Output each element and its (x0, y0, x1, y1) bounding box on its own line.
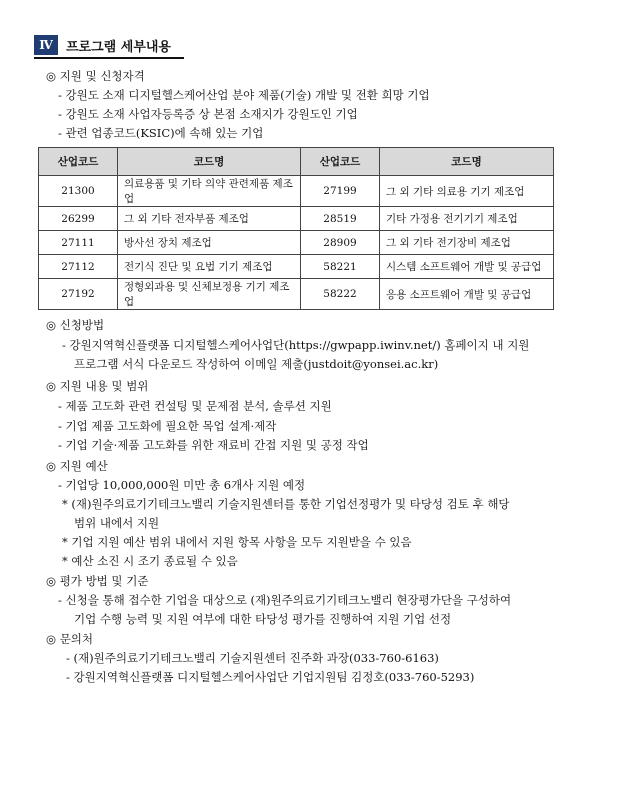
eligibility-item: - 관련 업종코드(KSIC)에 속해 있는 기업 (58, 126, 264, 140)
table-row (39, 255, 554, 279)
budget-note: * 기업 지원 예산 범위 내에서 지원 항목 사항을 모두 지원받을 수 있음 (62, 535, 412, 549)
name-cell: 방사선 장치 제조업 (118, 231, 301, 255)
code-cell: 27112 (39, 255, 118, 279)
table-row (39, 207, 554, 231)
scope-item: - 제품 고도화 관련 컨설팅 및 문제점 분석, 솔루션 지원 (58, 399, 332, 413)
name-cell: 전기식 진단 및 요법 기기 제조업 (118, 255, 301, 279)
code-cell: 27111 (39, 231, 118, 255)
budget-note: * (재)원주의료기기테크노밸리 기술지원센터를 통한 기업선정평가 및 타당성 검토 후 해당 (62, 497, 510, 511)
table-row (39, 279, 554, 310)
scope-heading: ◎ 지원 내용 및 범위 (46, 379, 149, 393)
budget-item: - 기업당 10,000,000원 미만 총 6개사 지원 예정 (58, 478, 306, 492)
table-row (39, 231, 554, 255)
eligibility-item: - 강원도 소재 사업자등록증 상 본점 소재지가 강원도인 기업 (58, 107, 358, 121)
evaluation-line: - 신청을 통해 접수한 기업을 대상으로 (재)원주의료기기테크노밸리 현장평가단을 구성하여 (58, 593, 512, 607)
name-cell: 정형외과용 및 신체보정용 기기 제조업 (118, 279, 301, 310)
eligibility-item: - 강원도 소재 디지털헬스케어산업 분야 제품(기술) 개발 및 전환 희망 기업 (58, 88, 430, 102)
evaluation-heading: ◎ 평가 방법 및 기준 (46, 574, 149, 588)
section-title: 프로그램 세부내용 (66, 39, 171, 55)
budget-note: * 예산 소진 시 조기 종료될 수 있음 (62, 554, 238, 568)
budget-note: 범위 내에서 지원 (74, 516, 160, 530)
name-cell: 그 외 기타 전기장비 제조업 (380, 231, 554, 255)
header-code: 산업코드 (39, 148, 118, 176)
code-cell: 28519 (301, 207, 380, 231)
section-number-badge: Ⅳ (34, 35, 58, 55)
header-code: 산업코드 (301, 148, 380, 176)
code-cell: 27199 (301, 176, 380, 207)
application-heading: ◎ 신청방법 (46, 318, 105, 332)
scope-item: - 기업 제품 고도화에 필요한 목업 설계·제작 (58, 419, 277, 433)
name-cell: 시스템 소프트웨어 개발 및 공급업 (380, 255, 554, 279)
code-cell: 26299 (39, 207, 118, 231)
code-cell: 58222 (301, 279, 380, 310)
header-name: 코드명 (380, 148, 554, 176)
scope-item: - 기업 기술·제품 고도화를 위한 재료비 간접 지원 및 공정 작업 (58, 438, 369, 452)
code-cell: 21300 (39, 176, 118, 207)
name-cell: 기타 가정용 전기기기 제조업 (380, 207, 554, 231)
application-line: 프로그램 서식 다운로드 작성하여 이메일 제출(justdoit@yonsei.ac.kr) (74, 357, 439, 371)
contact-item: - (재)원주의료기기테크노밸리 기술지원센터 진주화 과장(033-760-6163) (66, 651, 439, 665)
name-cell: 응용 소프트웨어 개발 및 공급업 (380, 279, 554, 310)
code-cell: 58221 (301, 255, 380, 279)
industry-code-table (38, 147, 554, 310)
section-header (34, 34, 171, 56)
name-cell: 그 외 기타 의료용 기기 제조업 (380, 176, 554, 207)
evaluation-line: 기업 수행 능력 및 지원 여부에 대한 타당성 평가를 진행하여 지원 기업 선정 (74, 612, 452, 626)
table-row (39, 176, 554, 207)
code-cell: 27192 (39, 279, 118, 310)
code-cell: 28909 (301, 231, 380, 255)
eligibility-heading: ◎ 지원 및 신청자격 (46, 69, 145, 83)
contact-item: - 강원지역혁신플랫폼 디지털헬스케어사업단 기업지원팀 김정호(033-760-5293) (66, 670, 475, 684)
application-line: - 강원지역혁신플랫폼 디지털헬스케어사업단(https://gwpapp.iwinv.net/) 홈페이지 내 지원 (62, 338, 530, 352)
header-name: 코드명 (118, 148, 301, 176)
budget-heading: ◎ 지원 예산 (46, 459, 108, 473)
name-cell: 의료용품 및 기타 의약 관련제품 제조업 (118, 176, 301, 207)
section-underline (34, 57, 184, 59)
name-cell: 그 외 기타 전자부품 제조업 (118, 207, 301, 231)
table-header-row (39, 148, 554, 176)
contact-heading: ◎ 문의처 (46, 632, 94, 646)
